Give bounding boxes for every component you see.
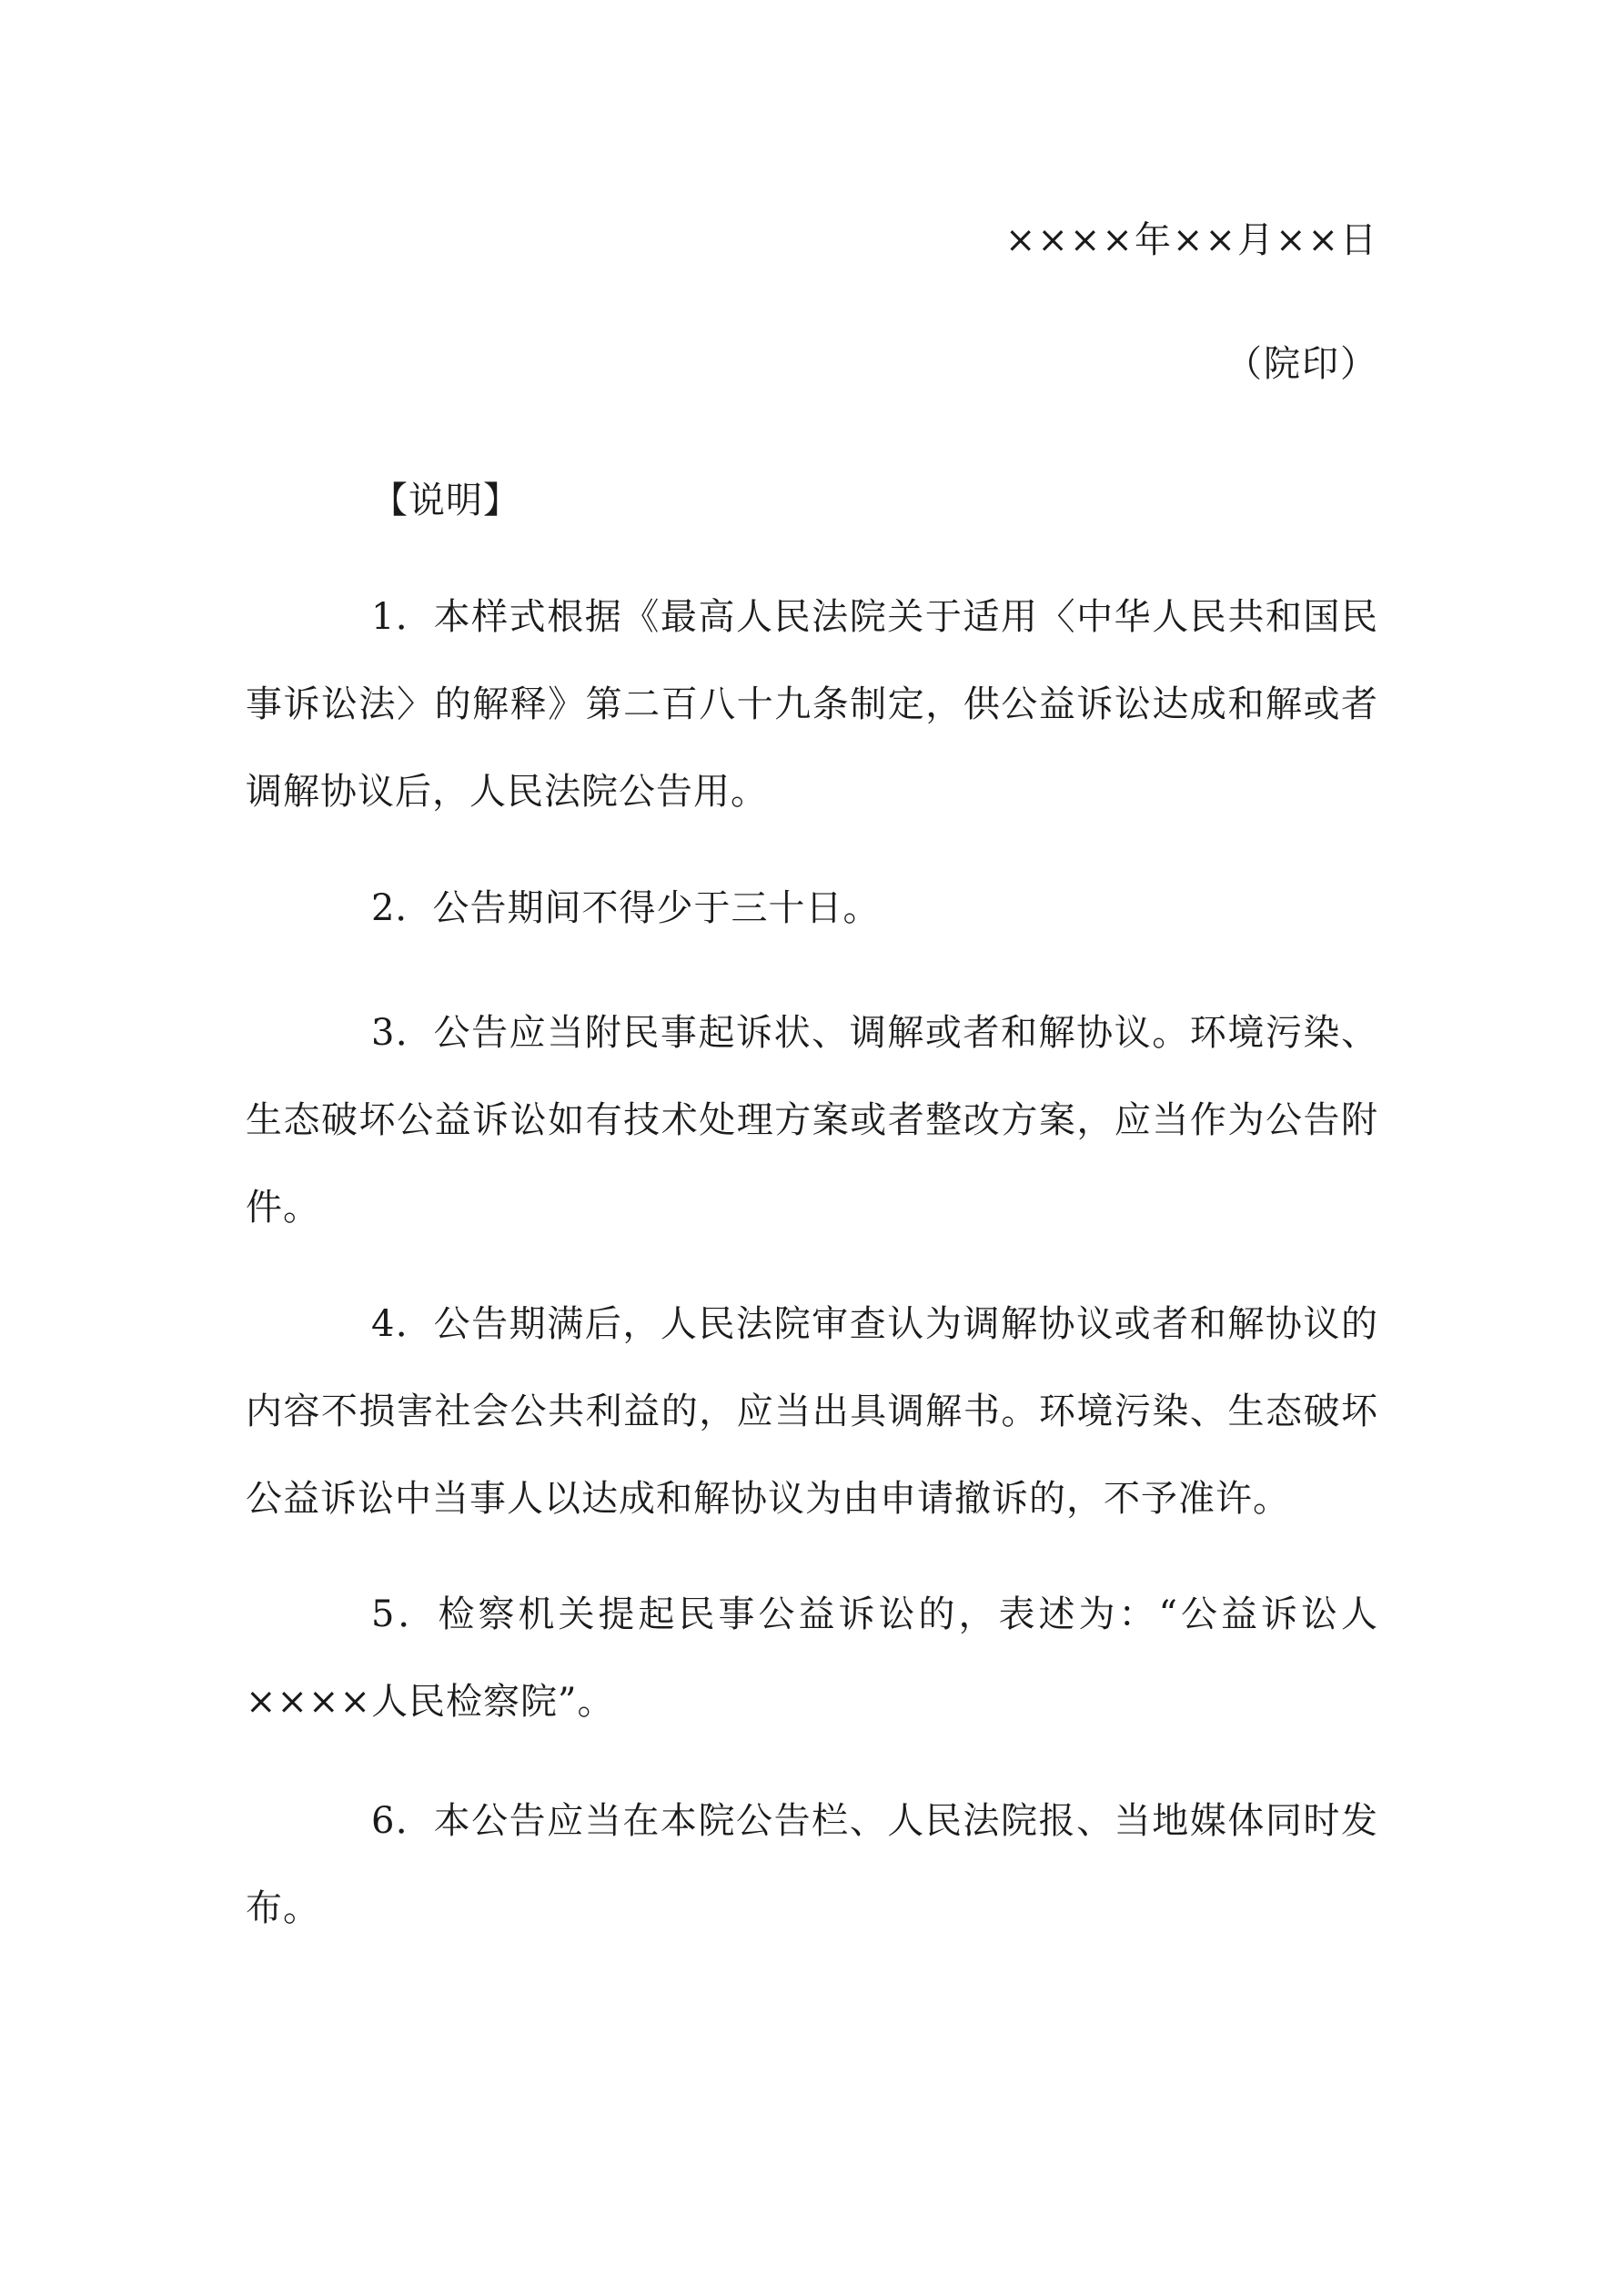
instruction-paragraph-6: 6．本公告应当在本院公告栏、人民法院报、当地媒体同时发布。 bbox=[246, 1800, 1378, 1929]
instruction-paragraph-2: 2．公告期间不得少于三十日。 bbox=[371, 887, 881, 929]
section-heading: 【说明】 bbox=[371, 480, 520, 521]
court-seal-placeholder: （院印） bbox=[1226, 343, 1378, 385]
instruction-paragraph-1: 1．本样式根据《最高人民法院关于适用〈中华人民共和国民事诉讼法〉的解释》第二百八十九条制定，供公益诉讼达成和解或者调解协议后，人民法院公告用。 bbox=[246, 596, 1378, 813]
date-line: ××××年××月××日 bbox=[1004, 219, 1378, 261]
instruction-paragraph-4: 4．公告期满后，人民法院审查认为调解协议或者和解协议的内容不损害社会公共利益的，应当出具调解书。环境污染、生态破坏公益诉讼中当事人以达成和解协议为由申请撤诉的，不予准许。 bbox=[246, 1303, 1378, 1520]
instruction-paragraph-3: 3．公告应当附民事起诉状、调解或者和解协议。环境污染、生态破坏公益诉讼如有技术处理方案或者整改方案，应当作为公告附件。 bbox=[246, 1012, 1378, 1229]
instruction-paragraph-5: 5．检察机关提起民事公益诉讼的，表述为：“公益诉讼人××××人民检察院”。 bbox=[246, 1593, 1378, 1723]
